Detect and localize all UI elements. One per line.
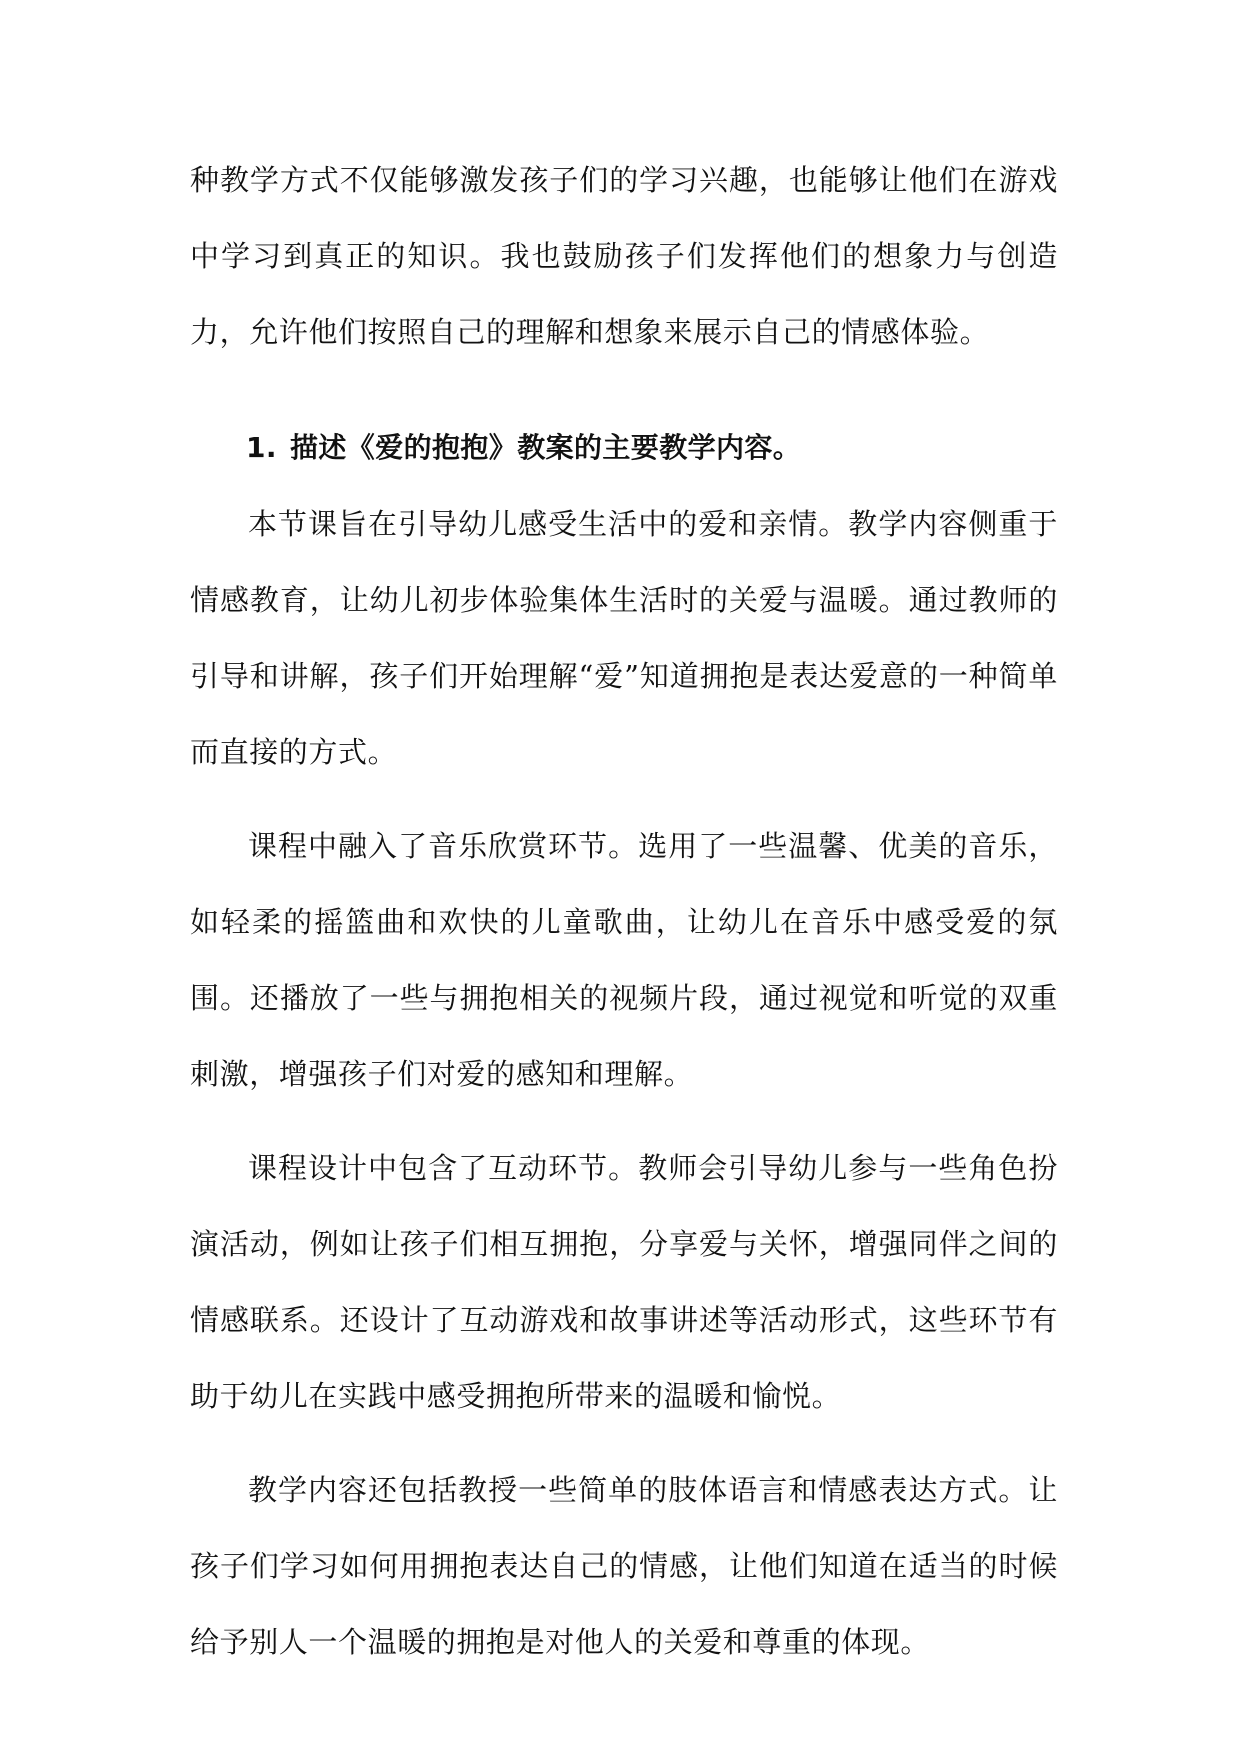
document-page — [190, 142, 1058, 1680]
body-paragraph-4: 教学内容还包括教授一些简单的肢体语言和情感表达方式。让孩子们学习如何用拥抱表达自己的情感，让他们知道在适当的时候给予别人一个温暖的拥抱是对他人的关爱和尊重的体现。 — [190, 1473, 1058, 1659]
section-title: 描述《爱的抱抱》教案的主要教学内容。 — [290, 431, 802, 464]
intro-paragraph: 种教学方式不仅能够激发孩子们的学习兴趣，也能够让他们在游戏中学习到真正的知识。我也鼓励孩子们发挥他们的想象力与创造力，允许他们按照自己的理解和想象来展示自己的情感体验。 — [190, 163, 1058, 349]
section-number: 1. — [246, 431, 277, 464]
body-paragraph-1: 本节课旨在引导幼儿感受生活中的爱和亲情。教学内容侧重于情感教育，让幼儿初步体验集体生活时的关爱与温暖。通过教师的引导和讲解，孩子们开始理解“爱”知道拥抱是表达爱意的一种简单而直接的方式。 — [190, 507, 1058, 769]
section-heading — [190, 410, 1058, 486]
body-paragraph-3: 课程设计中包含了互动环节。教师会引导幼儿参与一些角色扮演活动，例如让孩子们相互拥抱，分享爱与关怀，增强同伴之间的情感联系。还设计了互动游戏和故事讲述等活动形式，这些环节有助于幼儿在实践中感受拥抱所带来的温暖和愉悦。 — [190, 1151, 1058, 1413]
body-paragraph-2: 课程中融入了音乐欣赏环节。选用了一些温馨、优美的音乐，如轻柔的摇篮曲和欢快的儿童歌曲，让幼儿在音乐中感受爱的氛围。还播放了一些与拥抱相关的视频片段，通过视觉和听觉的双重刺激，增强孩子们对爱的感知和理解。 — [190, 829, 1058, 1091]
